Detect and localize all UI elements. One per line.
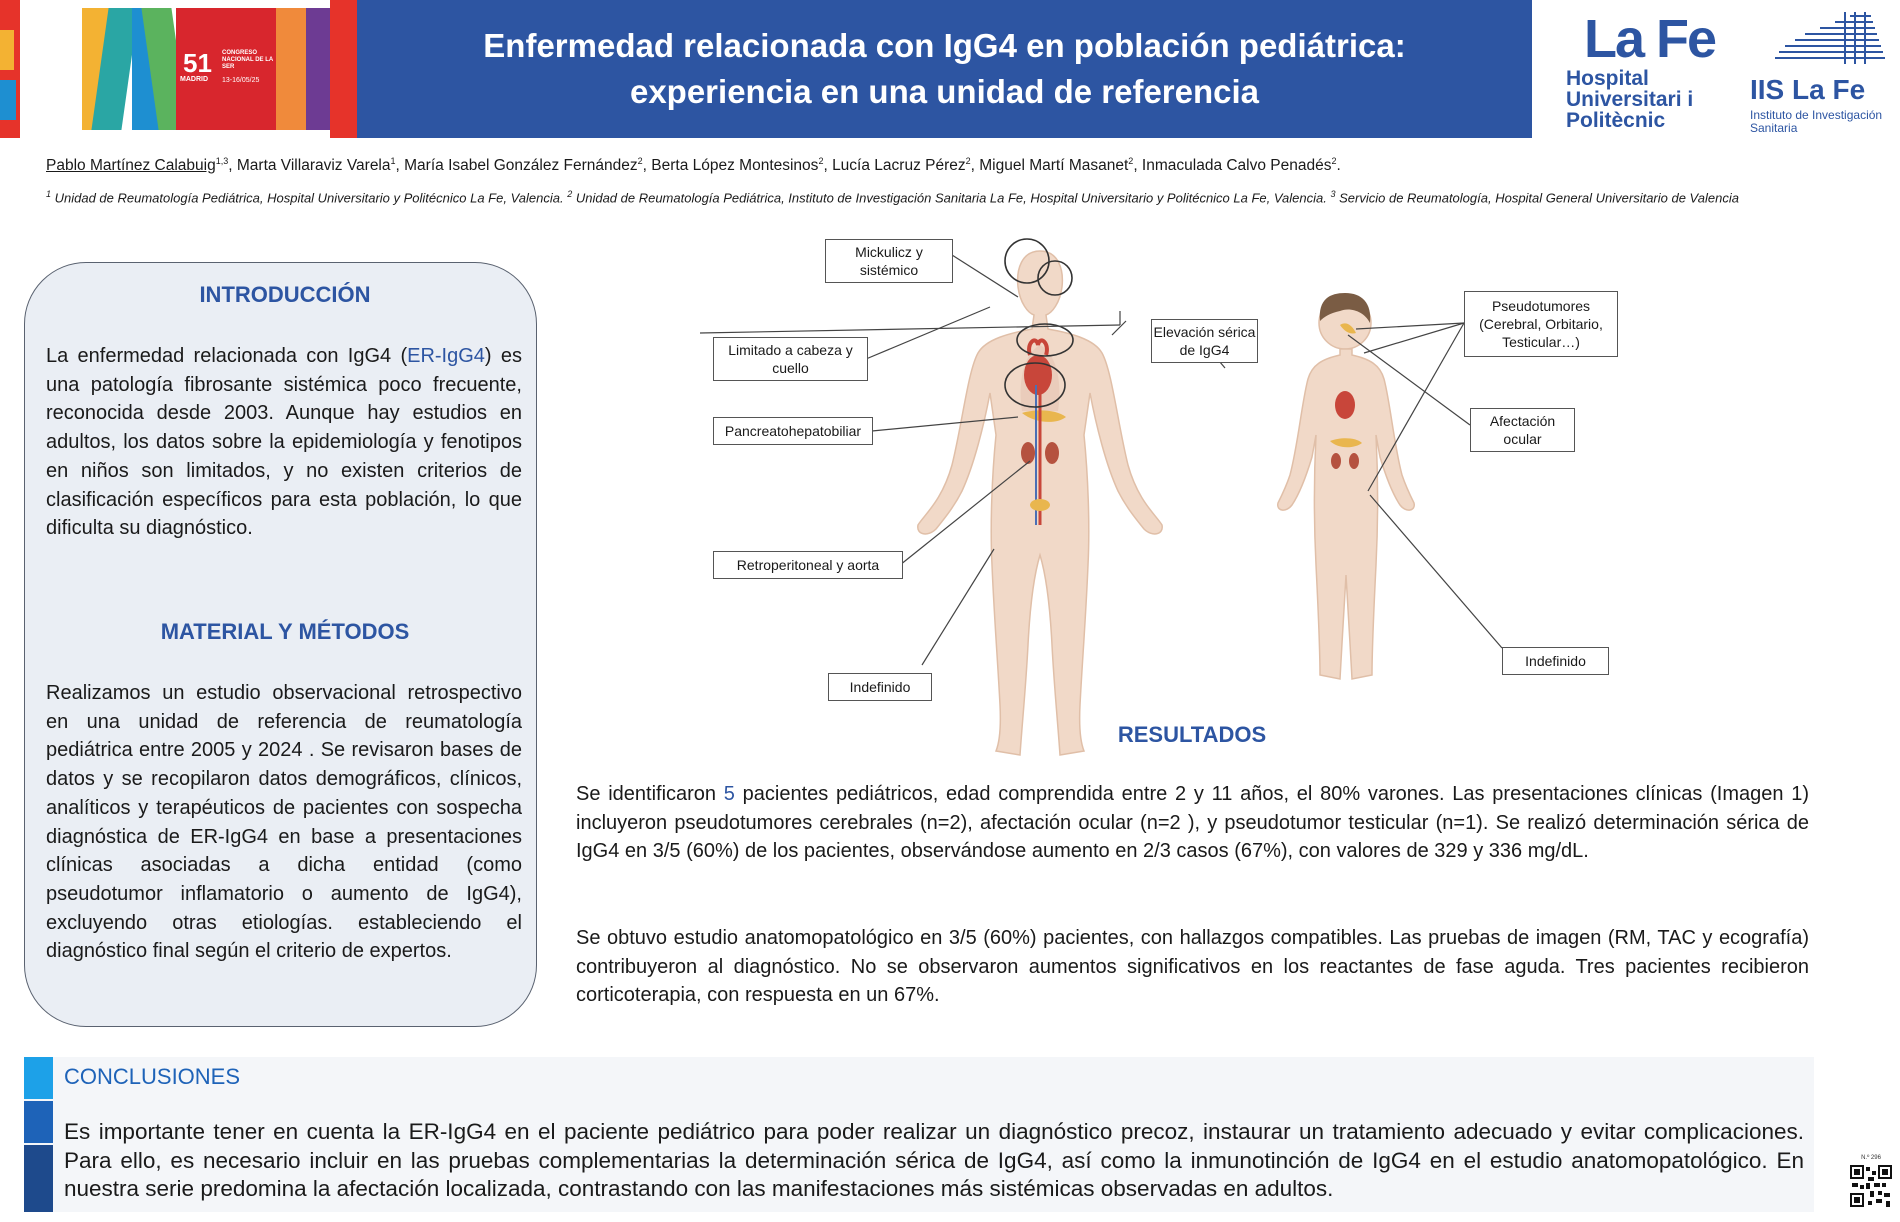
label-mikulicz: Mickulicz y sistémico [825,239,953,283]
results-paragraph-1 [576,780,1809,866]
author-list [46,156,1866,175]
label-retroperitoneal: Retroperitoneal y aorta [713,551,903,579]
affil-2-num: 2 [567,189,573,199]
author-3: , María Isabel González Fernández [395,157,638,175]
author-2-affil: 1 [390,156,396,166]
introduction-heading: INTRODUCCIÓN [199,282,371,307]
author-6-affil: 2 [1128,156,1134,166]
congress-logo [0,0,357,138]
conclusions-accent-bar-3 [24,1145,53,1212]
introduction-text [46,342,522,543]
results-heading: RESULTADOS [1117,722,1267,747]
poster-number: N.º 296 [1861,1155,1881,1161]
label-pseudotumores: Pseudotumores (Cerebral, Orbitario, Testicular…) [1464,291,1618,357]
title-bar [357,0,1532,138]
introduction-highlight: ER-IgG4 [407,345,485,367]
lafe-hospital-logo [1562,8,1722,138]
qr-code-icon [1850,1165,1892,1207]
conclusions-accent-bar-1 [24,1057,53,1099]
iis-logo-word: IIS La Fe [1750,74,1866,105]
results-patient-count: 5 [723,783,735,805]
lafe-logo-word: La Fe [1584,9,1716,69]
congress-number: 51 [183,48,212,78]
affil-3: Servicio de Reumatología, Hospital General Universitario de Valencia [1335,190,1739,206]
label-afectacion-ocular: Afectación ocular [1470,408,1575,452]
author-5: , Lucía Lacruz Pérez [823,157,966,175]
conclusions-text: Es importante tener en cuenta la ER-IgG4 en el paciente pediátrico para poder realizar un diagnóstico precoz, instaurar un tratamiento adecuado y evitar complicaciones. Para ello, es necesario incluir en las pruebas complementarias la determinación sérica de IgG4, así como la inmunotinción de IgG4 en el estudio anatomopatológico. En nuestra serie predomina la afectación localizada, contrastando con las manifestaciones más sistémicas observadas en adultos. [64,1119,1804,1201]
conclusions-heading: CONCLUSIONES [64,1064,241,1089]
results-p1-b: pacientes pediátricos, edad comprendida entre 2 y 11 años, el 80% varones. Las presentaciones clínicas (Imagen 1) incluyeron pseudotumores cerebrales (n=2), afectación ocular (n=2 ), y pseudotumor testicular (n=1). Se realizó determinación sérica de IgG4 en 3/5 (60%) de los pacientes, observándose aumento en 2/3 casos (67%), con valores de 329 y 336 mg/dL. [576,783,1809,863]
methods-heading: MATERIAL Y MÉTODOS [160,619,410,644]
affil-2: Unidad de Reumatología Pediátrica, Instituto de Investigación Sanitaria La Fe, Hospital Universitario y Politécnico La Fe, Valencia. [572,190,1331,206]
author-3-affil: 2 [637,156,643,166]
author-4-affil: 2 [818,156,824,166]
author-list-end: . [1336,157,1341,175]
poster-title-line-1: Enfermedad relacionada con IgG4 en población pediátrica: [483,27,1406,64]
author-6: , Miguel Martí Masanet [970,157,1129,175]
lafe-logo-subtitle: Hospital Universitari i Politècnic [1566,67,1694,132]
affil-1-num: 1 [46,189,52,199]
congress-dates: 13-16/05/25 [222,77,260,84]
label-pancreatohepatobiliar: Pancreatohepatobiliar [713,417,873,445]
clinical-presentations-figure [700,225,1700,765]
iis-lafe-logo [1745,8,1895,138]
congress-city: MADRID [180,76,208,83]
author-7: , Inmaculada Calvo Penadés [1133,157,1332,175]
iis-building-icon [1765,8,1895,70]
poster-title [445,23,1445,115]
iis-logo-subtitle: Instituto de Investigación Sanitaria [1750,108,1883,135]
affil-3-num: 3 [1330,189,1336,199]
author-5-affil: 2 [965,156,971,166]
author-4: , Berta López Montesinos [642,157,819,175]
introduction-text-a: La enfermedad relacionada con IgG4 ( [46,345,408,367]
author-2: , Marta Villaraviz Varela [228,157,391,175]
label-indefinido-adult: Indefinido [828,673,932,701]
poster-title-line-2: experiencia en una unidad de referencia [629,73,1260,110]
affiliations [46,184,1766,208]
conclusions-accent-bar-2 [24,1101,53,1143]
label-indefinido-child: Indefinido [1502,647,1609,675]
results-paragraph-2: Se obtuvo estudio anatomopatológico en 3/5 (60%) pacientes, con hallazgos compatibles. Las pruebas de imagen (RM, TAC y ecografía) contribuyeron al diagnóstico. No se observaron aumentos significativos en los reactantes de fase aguda. Tres pacientes recibieron corticoterapia, con respuesta en un 67%. [576,927,1809,1007]
author-1-affil: 1,3 [215,156,229,166]
qr-code-block [1846,1155,1896,1217]
label-cabeza-cuello: Limitado a cabeza y cuello [713,337,868,381]
author-7-affil: 2 [1331,156,1337,166]
introduction-text-b: ) es una patología fibrosante sistémica poco frecuente, reconocida desde 2003. Aunque hay estudios en adultos, los datos sobre la epidemiología y fenotipos en niños son limitados, y no existen criterios de clasificación específicos para esta población, lo que dificulta su diagnóstico. [46,345,522,540]
affil-1: Unidad de Reumatología Pediátrica, Hospital Universitario y Politécnico La Fe, Valencia. [51,190,568,206]
methods-text: Realizamos un estudio observacional retrospectivo en una unidad de referencia de reumatología pediátrica entre 2005 y 2024 . Se revisaron bases de datos y se recopilaron datos demográficos, clínicos, analíticos y terapéuticos de pacientes con sospecha diagnóstica de ER-IgG4 en base a presentaciones clínicas asociadas a dicha entidad (como pseudotumor inflamatorio o aumento de IgG4), excluyendo otras etiologías. estableciendo el diagnóstico final según el criterio de expertos. [46,682,522,963]
author-1: Pablo Martínez Calabuig [46,157,216,175]
child-body-illustration [1278,293,1415,679]
results-p1-a: Se identificaron [576,783,724,805]
label-elevacion-igg4: Elevación sérica de IgG4 [1151,319,1258,363]
congress-name: CONGRESO NACIONAL DE LA SER [222,50,273,70]
